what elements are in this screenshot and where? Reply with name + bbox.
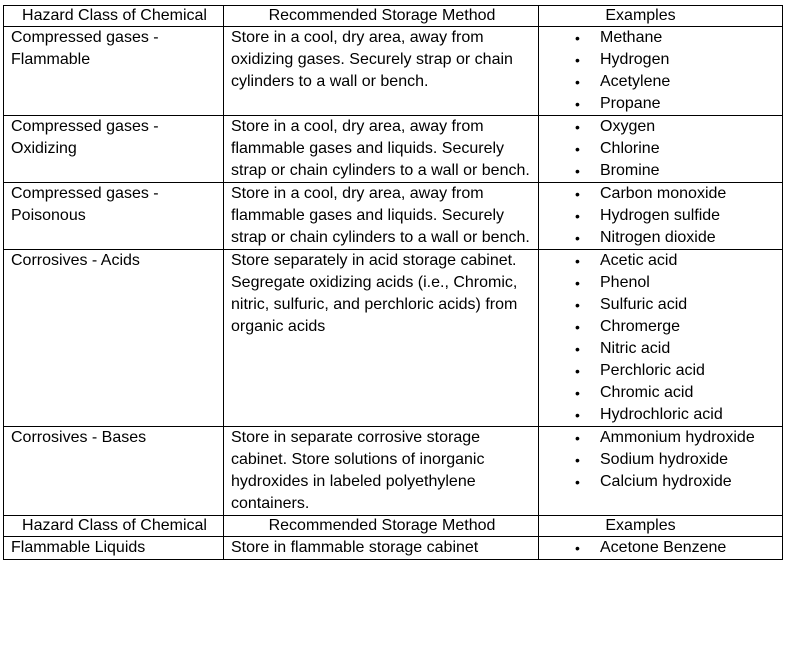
storage-method-cell: Store in separate corrosive storage cabinet. Store solutions of inorganic hydroxides in labeled polyethylene containers. [224, 427, 539, 516]
examples-list [546, 250, 777, 426]
list-item [546, 272, 777, 294]
example-text: Hydrogen [600, 51, 670, 68]
example-text: Chlorine [600, 140, 660, 157]
bullet-icon: • [575, 385, 580, 401]
header-hazard-class: Hazard Class of Chemical [4, 516, 224, 537]
examples-list [546, 427, 777, 493]
example-text: Nitrogen dioxide [600, 229, 716, 246]
list-item [546, 360, 777, 382]
list-item [546, 316, 777, 338]
storage-method-cell: Store in a cool, dry area, away from flammable gases and liquids. Securely strap or chain cylinders to a wall or bench. [224, 116, 539, 183]
example-text: Carbon monoxide [600, 185, 727, 202]
example-text: Hydrochloric acid [600, 406, 723, 423]
list-item [546, 537, 777, 559]
list-item [546, 160, 777, 182]
example-text: Calcium hydroxide [600, 473, 732, 490]
hazard-class-cell: Compressed gases - Flammable [4, 27, 224, 116]
list-item [546, 183, 777, 205]
table-row [4, 183, 783, 250]
bullet-icon: • [575, 230, 580, 246]
example-text: Phenol [600, 274, 650, 291]
example-text: Oxygen [600, 118, 656, 135]
bullet-icon: • [575, 363, 580, 379]
bullet-icon: • [575, 52, 580, 68]
list-item [546, 471, 777, 493]
hazard-class-cell: Compressed gases - Poisonous [4, 183, 224, 250]
example-text: Ammonium hydroxide [600, 429, 755, 446]
table-row [4, 250, 783, 427]
header-hazard-class: Hazard Class of Chemical [4, 6, 224, 27]
table-row [4, 27, 783, 116]
table-row [4, 427, 783, 516]
example-text: Propane [600, 95, 661, 112]
list-item [546, 116, 777, 138]
header-row [4, 6, 783, 27]
list-item [546, 138, 777, 160]
repeat-header-row [4, 516, 783, 537]
list-item [546, 294, 777, 316]
examples-cell [539, 537, 783, 560]
bullet-icon: • [575, 119, 580, 135]
examples-list [546, 183, 777, 249]
list-item [546, 49, 777, 71]
bullet-icon: • [575, 74, 580, 90]
bullet-icon: • [575, 452, 580, 468]
hazard-class-cell: Flammable Liquids [4, 537, 224, 560]
list-item [546, 404, 777, 426]
bullet-icon: • [575, 275, 580, 291]
bullet-icon: • [575, 208, 580, 224]
header-storage-method: Recommended Storage Method [224, 6, 539, 27]
example-text: Sulfuric acid [600, 296, 688, 313]
bullet-icon: • [575, 96, 580, 112]
examples-list [546, 27, 777, 115]
list-item [546, 93, 777, 115]
hazard-class-cell: Corrosives - Bases [4, 427, 224, 516]
header-examples: Examples [539, 516, 783, 537]
list-item [546, 71, 777, 93]
header-examples: Examples [539, 6, 783, 27]
storage-method-cell: Store in flammable storage cabinet [224, 537, 539, 560]
table-row [4, 116, 783, 183]
list-item [546, 449, 777, 471]
bullet-icon: • [575, 253, 580, 269]
list-item [546, 227, 777, 249]
list-item [546, 205, 777, 227]
example-text: Sodium hydroxide [600, 451, 729, 468]
bullet-icon: • [575, 186, 580, 202]
bullet-icon: • [575, 141, 580, 157]
examples-cell [539, 427, 783, 516]
header-storage-method: Recommended Storage Method [224, 516, 539, 537]
example-text: Methane [600, 29, 663, 46]
example-text: Chromerge [600, 318, 681, 335]
hazard-class-cell: Compressed gases - Oxidizing [4, 116, 224, 183]
examples-cell [539, 183, 783, 250]
list-item [546, 427, 777, 449]
hazard-class-cell: Corrosives - Acids [4, 250, 224, 427]
examples-list [546, 537, 777, 559]
storage-method-cell: Store in a cool, dry area, away from oxidizing gases. Securely strap or chain cylinders to a wall or bench. [224, 27, 539, 116]
bullet-icon: • [575, 407, 580, 423]
storage-table [3, 5, 783, 560]
table-row [4, 537, 783, 560]
example-text: Nitric acid [600, 340, 671, 357]
bullet-icon: • [575, 319, 580, 335]
bullet-icon: • [575, 30, 580, 46]
bullet-icon: • [575, 474, 580, 490]
bullet-icon: • [575, 430, 580, 446]
list-item [546, 382, 777, 404]
bullet-icon: • [575, 341, 580, 357]
example-text: Acetylene [600, 73, 671, 90]
bullet-icon: • [575, 540, 580, 556]
example-text: Acetone Benzene [600, 539, 727, 556]
list-item [546, 250, 777, 272]
example-text: Acetic acid [600, 252, 678, 269]
list-item [546, 338, 777, 360]
example-text: Perchloric acid [600, 362, 705, 379]
example-text: Hydrogen sulfide [600, 207, 721, 224]
bullet-icon: • [575, 297, 580, 313]
list-item [546, 27, 777, 49]
examples-cell [539, 116, 783, 183]
example-text: Chromic acid [600, 384, 694, 401]
storage-method-cell: Store in a cool, dry area, away from flammable gases and liquids. Securely strap or chain cylinders to a wall or bench. [224, 183, 539, 250]
examples-cell [539, 250, 783, 427]
examples-cell [539, 27, 783, 116]
example-text: Bromine [600, 162, 660, 179]
examples-list [546, 116, 777, 182]
bullet-icon: • [575, 163, 580, 179]
storage-method-cell: Store separately in acid storage cabinet. Segregate oxidizing acids (i.e., Chromic, nitric, sulfuric, and perchloric acids) from organic acids [224, 250, 539, 427]
